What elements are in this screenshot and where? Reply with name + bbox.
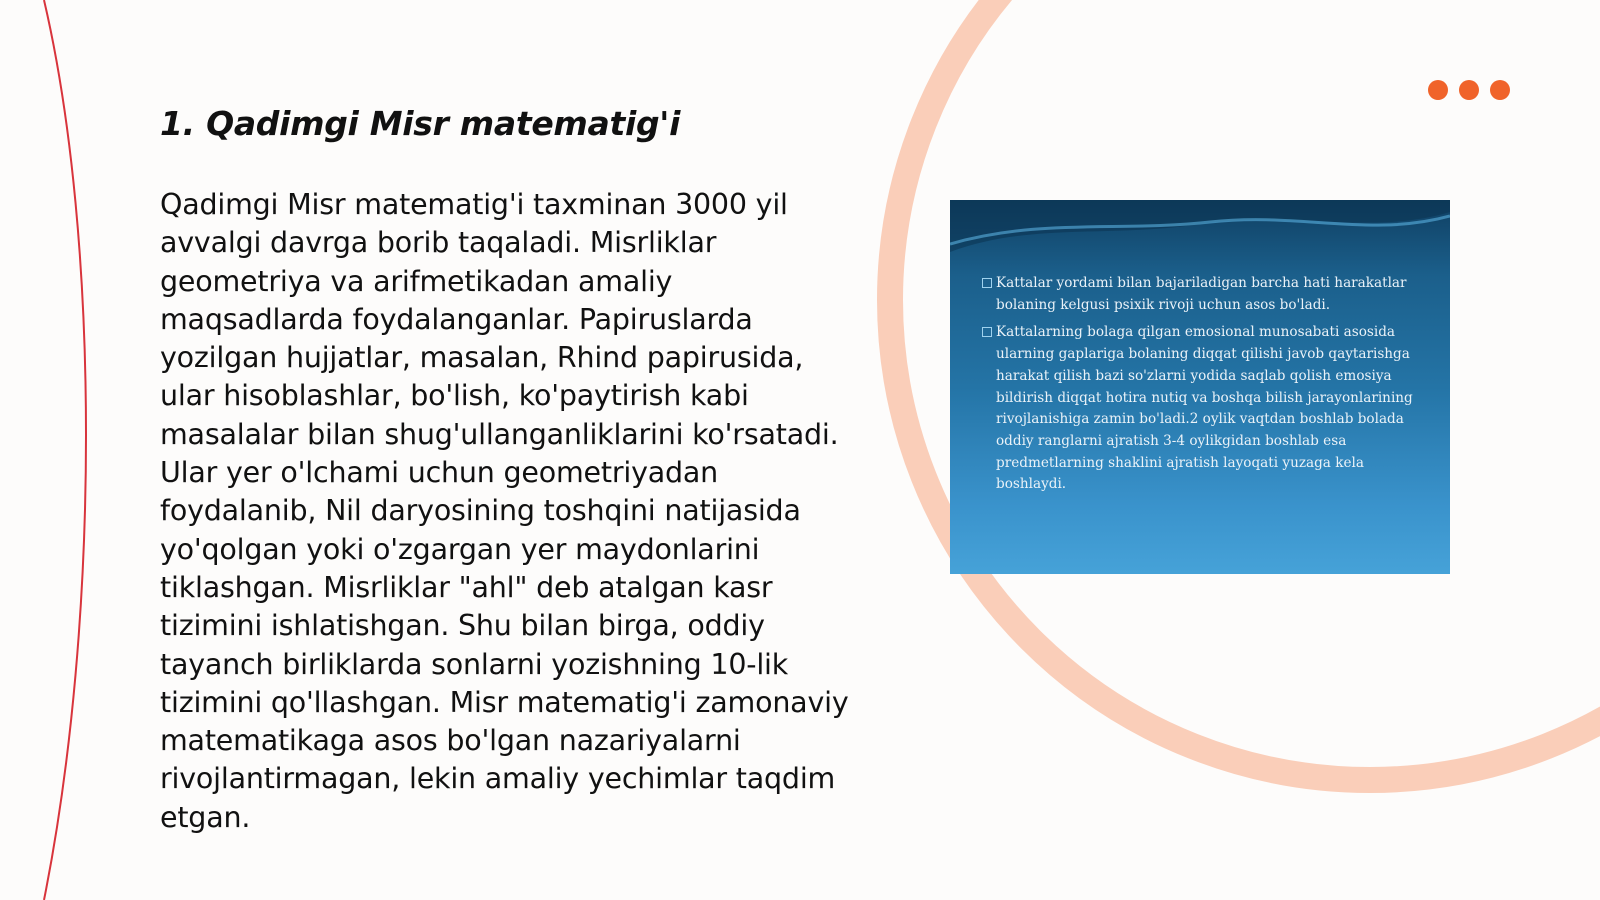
slide-title: 1. Qadimgi Misr matematig'i: [160, 104, 681, 143]
wave-decoration: [950, 200, 1450, 260]
embedded-bullet: [982, 322, 1422, 496]
embedded-bullet-list: [982, 273, 1422, 502]
checkbox-bullet-icon: [982, 327, 992, 337]
decorative-red-line: [44, 0, 86, 900]
decorative-dot: [1459, 80, 1479, 100]
embedded-bullet-text: Kattalarning bolaga qilgan emosional munosabati asosida ularning gaplariga bolaning diqqat qilishi javob qaytarishga harakat qilish bazi so'zlarni yodida saqlab qolish emosiya bildirish diqqat hotira nutiq va boshqa bilish jarayonlarining rivojlanishiga zamin bo'ladi.2 oylik vaqtdan boshlab bolada oddiy ranglarni ajratish 3-4 oylikgidan boshlab esa predmetlarning shaklini ajratish layoqati yuzaga kela boshlaydi.: [996, 324, 1413, 493]
embedded-bullet: [982, 273, 1422, 316]
decorative-dots: [1428, 80, 1510, 100]
embedded-slide-image: [950, 200, 1450, 574]
checkbox-bullet-icon: [982, 278, 992, 288]
decorative-dot: [1490, 80, 1510, 100]
slide-body-text: Qadimgi Misr matematig'i taxminan 3000 yil avvalgi davrga borib taqaladi. Misrliklar geometriya va arifmetikadan amaliy maqsadlarda foydalanganlar. Papiruslarda yozilgan hujjatlar, masalan, Rhind papirusida, ular hisoblashlar, bo'lish, ko'paytirish kabi masalalar bilan shug'ullanganliklarini ko'rsatadi. Ular yer o'lchami uchun geometriyadan foydalanib, Nil daryosining toshqini natijasida yo'qolgan yoki o'zgargan yer maydonlarini tiklashgan. Misrliklar "ahl" deb atalgan kasr tizimini ishlatishgan. Shu bilan birga, oddiy tayanch birliklarda sonlarni yozishning 10-lik tizimini qo'llashgan. Misr matematig'i zamonaviy matematikaga asos bo'lgan nazariyalarni rivojlantirmagan, lekin amaliy yechimlar taqdim etgan.: [160, 188, 849, 834]
decorative-dot: [1428, 80, 1448, 100]
embedded-bullet-text: Kattalar yordami bilan bajariladigan barcha hati harakatlar bolaning kelgusi psixik rivoji uchun asos bo'ladi.: [996, 275, 1407, 313]
